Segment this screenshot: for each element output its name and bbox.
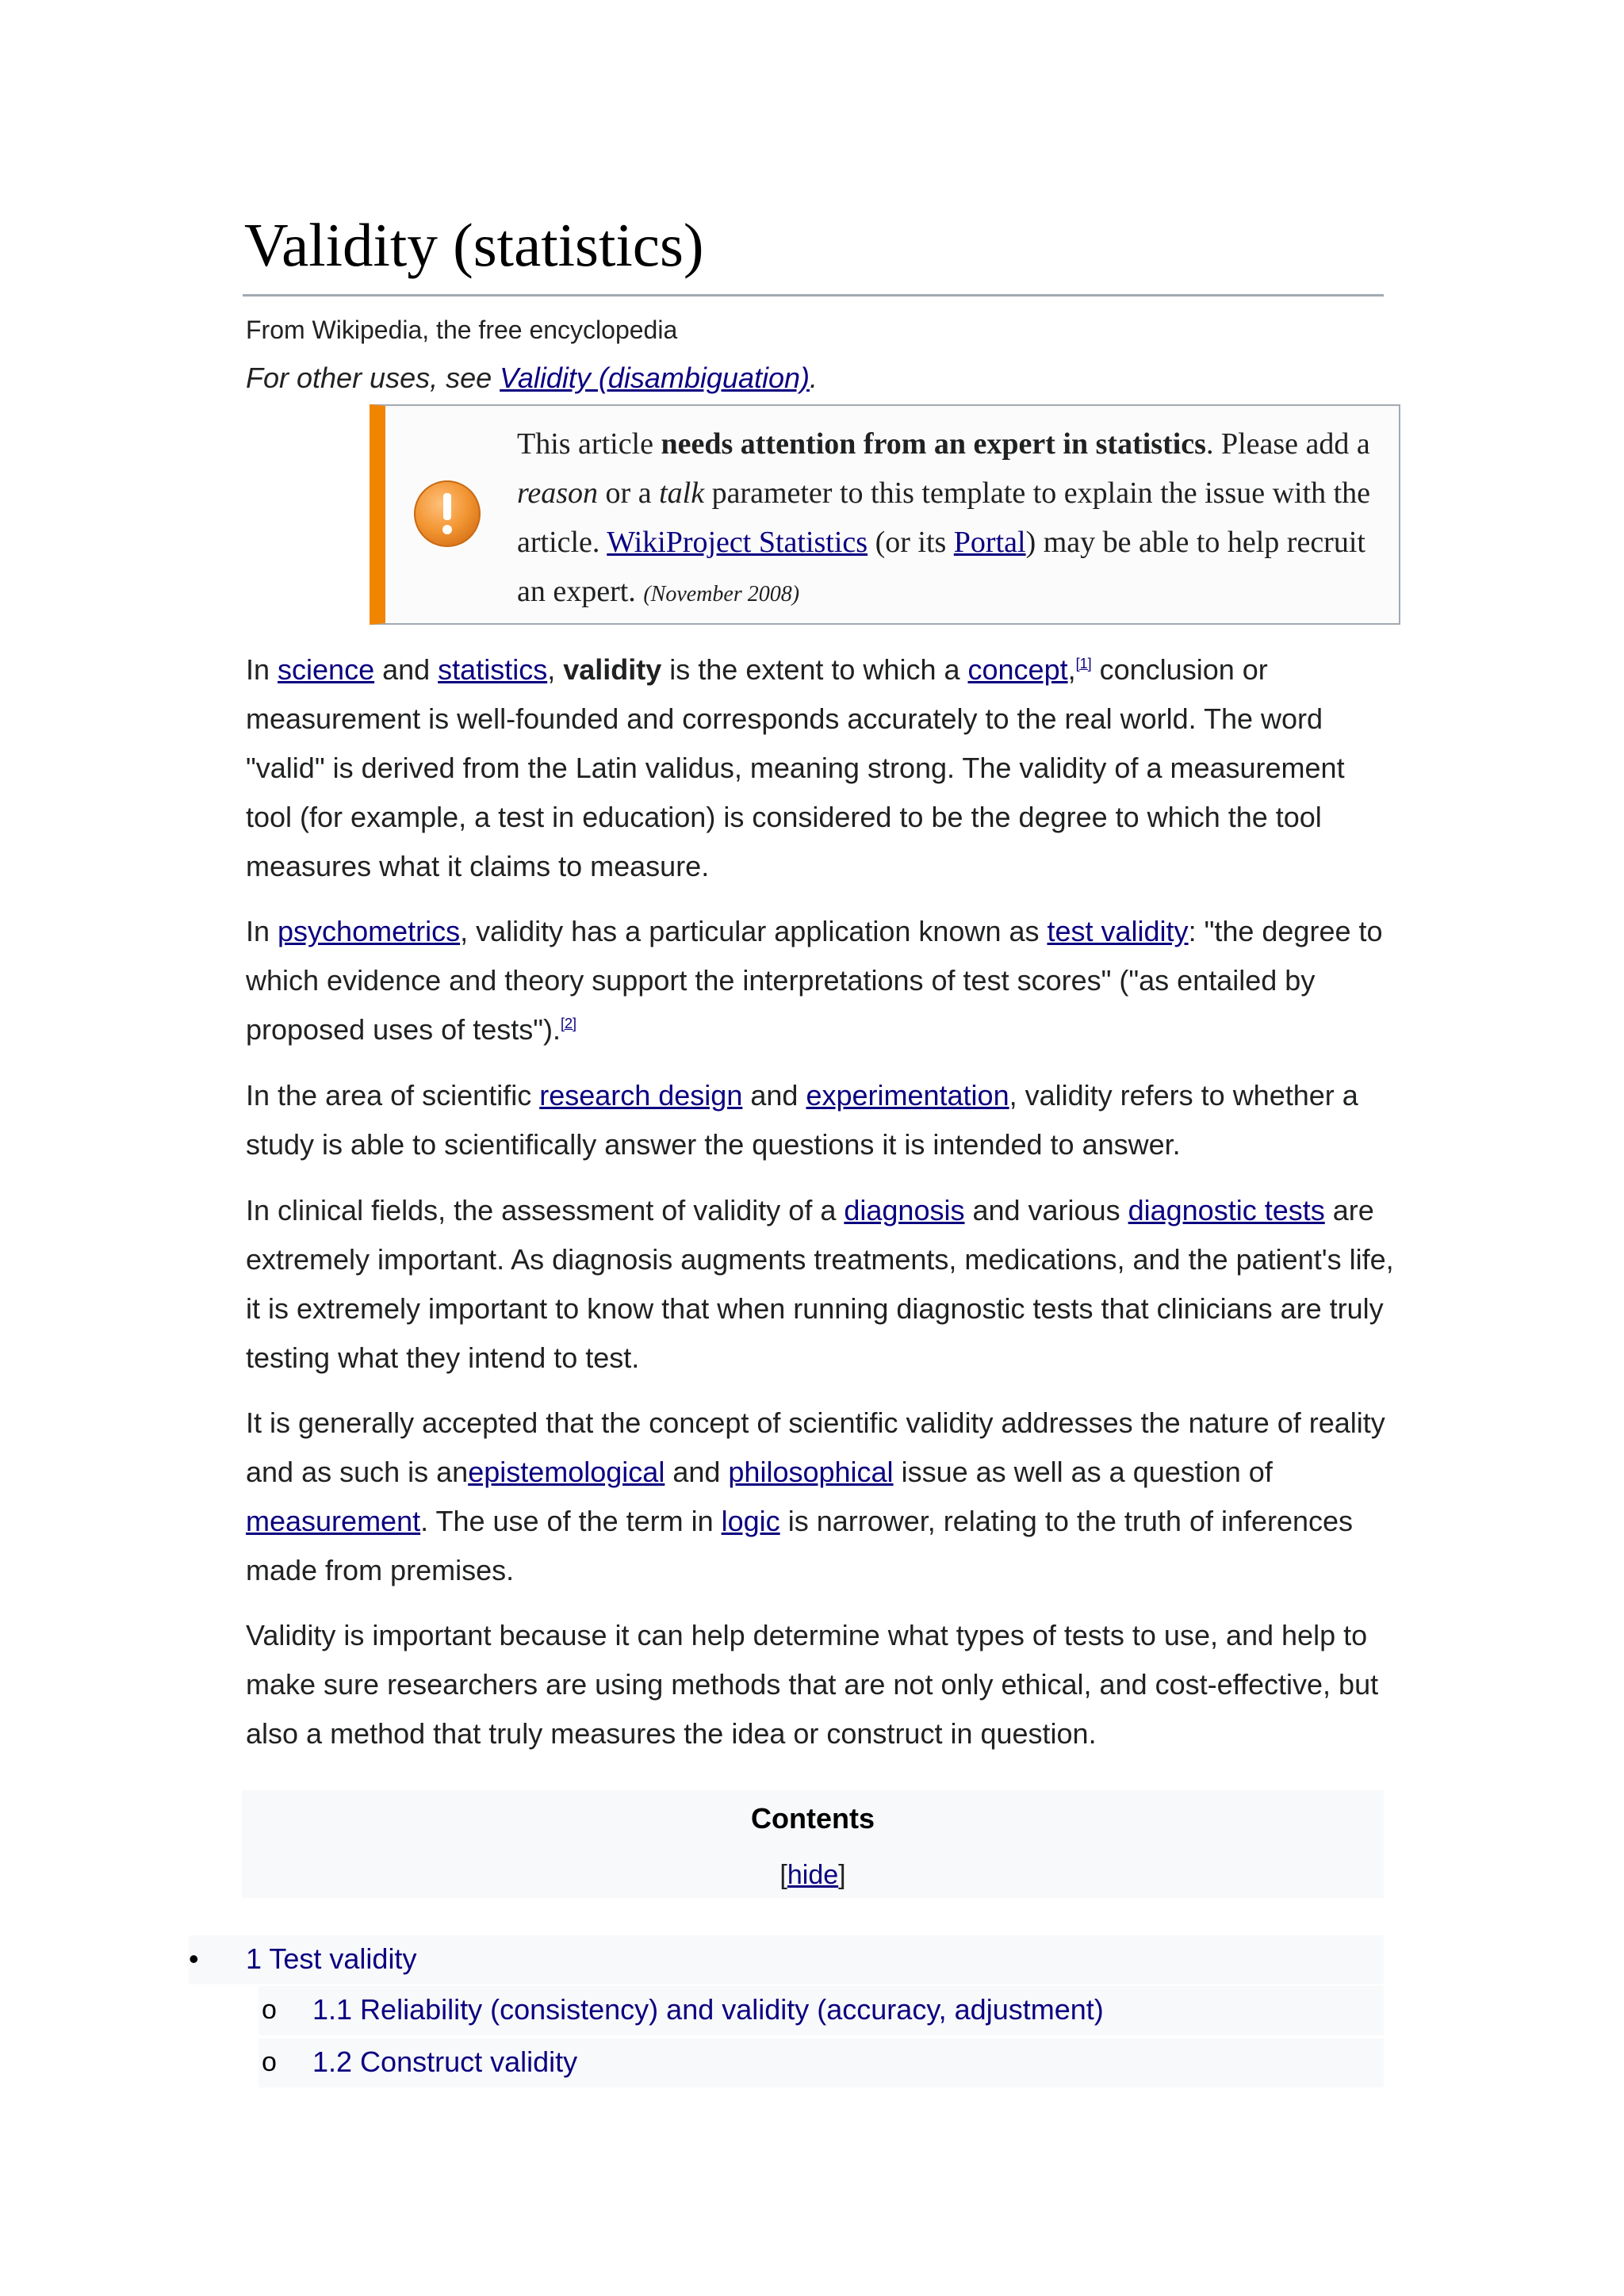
research-design-link[interactable]: research design (539, 1079, 743, 1112)
test-validity-link[interactable]: test validity (1047, 915, 1189, 947)
toc-bracket: [ (779, 1860, 787, 1890)
page-title: Validity (statistics) (244, 211, 704, 279)
notice-text-part: This article (517, 427, 661, 461)
notice-text-part: or a (598, 476, 660, 510)
text-run: , (1067, 653, 1076, 686)
text-run: : "the degree to which evidence and theory support the interpretations of test scores" ("as entailed by proposed uses of tests"). (246, 915, 1383, 1046)
exclamation-icon (412, 479, 482, 549)
text-run: and (665, 1456, 729, 1488)
notice-param-talk: talk (659, 476, 705, 510)
notice-emphasis: needs attention from an expert in statistics (661, 427, 1206, 461)
text-run: issue as well as a question of (893, 1456, 1273, 1488)
psychometrics-link[interactable]: psychometrics (278, 915, 461, 947)
bullet-icon: • (189, 1942, 199, 1975)
toc-bracket: ] (838, 1860, 846, 1890)
text-run: . The use of the term in (420, 1505, 722, 1537)
hatnote (246, 361, 818, 396)
toc-title: Contents (751, 1802, 875, 1835)
experimentation-link[interactable]: experimentation (806, 1079, 1009, 1112)
text-run: In (246, 915, 278, 947)
toc-item-label[interactable]: 1.1 Reliability (consistency) and validity (accuracy, adjustment) (312, 1993, 1104, 2026)
notice-date: (November 2008) (643, 582, 800, 607)
statistics-link[interactable]: statistics (438, 653, 548, 686)
text-run: In clinical fields, the assessment of validity of a (246, 1194, 845, 1226)
text-run: are extremely important. As diagnosis augments treatments, medications, and the patient's life, it is extremely important to know that when running diagnostic tests that clinicians are truly testing what they intend to test. (246, 1194, 1394, 1374)
notice-text-part: parameter to this template to explain the issue with the article. (517, 476, 1371, 559)
text-run: conclusion or measurement is well-founded and corresponds accurately to the real world. The word "valid" is derived from the Latin validus, meaning strong. The validity of a measurement tool (for example, a test in education) is considered to be the degree to which the tool measures what it claims to measure. (246, 653, 1345, 882)
notice-param-reason: reason (517, 476, 599, 510)
hatnote-suffix: . (810, 362, 818, 394)
text-run: , (547, 653, 564, 686)
text-run: is the extent to which a (661, 653, 968, 686)
importance-paragraph: Validity is important because it can help determine what types of tests to use, and help to make sure researchers are using methods that are not only ethical, and cost-effective, but also a method that truly measures the idea or construct in question. (246, 1619, 1379, 1750)
table-of-contents (242, 1790, 1384, 1898)
logic-link[interactable]: logic (721, 1505, 780, 1537)
psychometrics-paragraph (246, 907, 1396, 1054)
notice-text (517, 419, 1399, 619)
epistemological-link[interactable]: epistemological (468, 1456, 665, 1488)
notice-text-part: ) may be able to help recruit an expert. (517, 526, 1365, 608)
circle-bullet-icon: o (262, 2047, 277, 2077)
philosophical-link[interactable]: philosophical (728, 1456, 894, 1488)
diagnosis-link[interactable]: diagnosis (844, 1194, 965, 1226)
toc-hide-link[interactable]: hide (787, 1860, 839, 1890)
toc-item-label[interactable]: 1.2 Construct validity (312, 2045, 578, 2078)
expert-attention-notice (370, 404, 1400, 625)
clinical-paragraph (246, 1186, 1396, 1383)
disambiguation-link[interactable]: Validity (disambiguation) (500, 362, 810, 394)
toc-item-construct-validity[interactable] (259, 2038, 1384, 2087)
epistemology-paragraph (246, 1399, 1396, 1595)
notice-text-part: . Please add a (1205, 427, 1370, 461)
toc-toggle (242, 1858, 1384, 1892)
diagnostic-tests-link[interactable]: diagnostic tests (1128, 1194, 1325, 1226)
reference-2-link[interactable]: [2] (560, 1016, 576, 1031)
portal-link[interactable]: Portal (953, 526, 1026, 559)
text-run: and (374, 653, 439, 686)
concept-link[interactable]: concept (967, 653, 1068, 686)
wikiproject-statistics-link[interactable]: WikiProject Statistics (607, 526, 868, 559)
hatnote-prefix: For other uses, see (246, 362, 500, 394)
text-run: , validity refers to whether a study is able to scientifically answer the questions it is intended to answer. (246, 1079, 1358, 1161)
toc-item-test-validity[interactable] (189, 1935, 1384, 1984)
toc-item-reliability[interactable] (259, 1986, 1384, 2035)
notice-text-part: (or its (868, 526, 954, 559)
bold-term: validity (563, 653, 662, 686)
intro-paragraph (246, 645, 1396, 891)
text-run: It is generally accepted that the concept of scientific validity addresses the nature of reality and as such is an (246, 1406, 1385, 1488)
toc-item-label[interactable]: 1 Test validity (246, 1942, 417, 1975)
text-run: In (246, 653, 278, 686)
text-run: and (742, 1079, 806, 1112)
text-run: , validity has a particular application known as (460, 915, 1048, 947)
site-tagline: From Wikipedia, the free encyclopedia (246, 316, 678, 344)
research-design-paragraph (246, 1071, 1396, 1169)
title-divider (243, 294, 1384, 297)
science-link[interactable]: science (278, 653, 375, 686)
circle-bullet-icon: o (262, 1995, 277, 2025)
text-run: is narrower, relating to the truth of inferences made from premises. (246, 1505, 1354, 1586)
measurement-link[interactable]: measurement (246, 1505, 421, 1537)
reference-1-link[interactable]: [1] (1075, 656, 1092, 672)
text-run: In the area of scientific (246, 1079, 540, 1112)
text-run: and various (964, 1194, 1128, 1226)
